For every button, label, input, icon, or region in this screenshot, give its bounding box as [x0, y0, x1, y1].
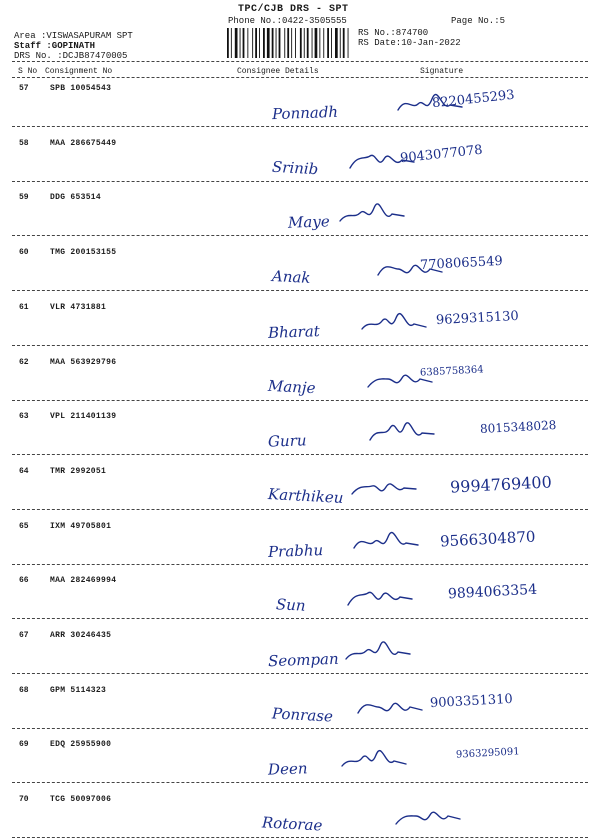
signature-scribble	[360, 307, 430, 341]
handwritten-name: Seompan	[267, 649, 339, 671]
row-sno: 61	[19, 302, 29, 312]
row-sno: 57	[19, 84, 29, 93]
column-consignee: Consignee Details	[237, 67, 319, 76]
row-sno: 62	[19, 357, 29, 367]
handwritten-name: Anak	[271, 267, 311, 288]
row-sno: 70	[19, 795, 29, 805]
handwritten-phone: 9003351310	[429, 691, 514, 711]
signature-scribble	[350, 471, 420, 505]
signature-scribble	[356, 690, 426, 724]
row-divider	[12, 454, 588, 455]
handwritten-phone: 9629315130	[435, 308, 520, 328]
handwritten-phone: 6385758364	[419, 363, 484, 379]
row-divider	[12, 400, 588, 401]
handwritten-name: Prabhu	[267, 540, 324, 561]
row-divider	[12, 618, 588, 619]
phone-number: Phone No.:0422-3505555	[228, 16, 347, 26]
row-consignment: VPL 211401139	[50, 412, 117, 422]
rs-date: RS Date:10-Jan-2022	[358, 38, 461, 48]
signature-scribble	[394, 799, 464, 833]
row-consignment: ARR 30246435	[50, 631, 112, 640]
row-divider	[12, 509, 588, 510]
handwritten-name: Manje	[267, 376, 316, 397]
row-consignment: TMG 200153155	[50, 248, 117, 258]
handwritten-phone: 9994769400	[449, 472, 553, 497]
handwritten-phone: 9894063354	[447, 581, 538, 603]
row-consignment: IXM 49705801	[50, 521, 112, 531]
row-divider	[12, 673, 588, 674]
column-sno: S No	[18, 67, 38, 76]
row-sno: 63	[19, 412, 29, 422]
row-consignment: MAA 563929796	[50, 357, 117, 367]
row-consignment: EDQ 25955900	[50, 740, 112, 750]
row-sno: 64	[19, 466, 29, 476]
signature-scribble	[368, 416, 438, 450]
handwritten-phone: 8015348028	[479, 418, 557, 437]
area-label: Area :VISWASAPURAM SPT	[14, 31, 133, 41]
handwritten-name: Rotorae	[261, 813, 323, 835]
handwritten-name: Bharat	[267, 321, 321, 342]
row-divider	[12, 564, 588, 565]
row-sno: 58	[19, 138, 29, 148]
row-sno: 69	[19, 740, 29, 750]
divider	[12, 77, 588, 78]
drs-number: DRS No. :DCJB87470005	[14, 51, 128, 61]
row-sno: 59	[19, 193, 29, 203]
row-sno: 60	[19, 248, 29, 258]
row-divider	[12, 782, 588, 783]
row-consignment: MAA 286675449	[50, 138, 117, 148]
staff-label: Staff :GOPINATH	[14, 41, 96, 51]
handwritten-name: Guru	[267, 431, 307, 451]
row-divider	[12, 181, 588, 182]
row-sno: 65	[19, 521, 29, 531]
handwritten-name: Maye	[287, 212, 330, 233]
row-sno: 66	[19, 576, 29, 586]
handwritten-name: Sun	[275, 595, 307, 616]
row-consignment: TMR 2992051	[50, 466, 107, 476]
column-consignment: Consignment No	[45, 67, 113, 76]
row-divider	[12, 235, 588, 236]
row-sno: 68	[19, 685, 29, 695]
divider	[12, 61, 588, 62]
handwritten-name: Karthikeu	[267, 484, 344, 507]
handwritten-phone: 9566304870	[439, 527, 536, 551]
rs-number: RS No.:874700	[358, 28, 429, 38]
handwritten-name: Deen	[267, 759, 308, 780]
row-consignment: VLR 4731881	[50, 302, 107, 312]
handwritten-phone: 9043077078	[399, 142, 484, 166]
signature-scribble	[338, 197, 408, 231]
barcode-image	[226, 28, 354, 58]
row-consignment: TCG 50097006	[50, 795, 112, 805]
handwritten-name: Ponrase	[271, 704, 334, 726]
row-consignment: MAA 282469994	[50, 576, 117, 586]
document-title: TPC/CJB DRS - SPT	[238, 4, 349, 15]
signature-scribble	[352, 526, 422, 560]
row-divider	[12, 728, 588, 729]
column-signature: Signature	[420, 67, 464, 76]
handwritten-phone: 7708065549	[419, 253, 504, 274]
row-sno: 67	[19, 631, 29, 640]
row-consignment: DDG 653514	[50, 193, 102, 203]
handwritten-name: Ponnadh	[271, 102, 339, 124]
row-divider	[12, 126, 588, 127]
row-consignment: SPB 10054543	[50, 84, 112, 93]
row-divider	[12, 345, 588, 346]
row-divider	[12, 290, 588, 291]
handwritten-phone: 9363295091	[455, 746, 520, 762]
handwritten-phone: 8220455293	[431, 87, 516, 112]
signature-scribble	[346, 580, 416, 614]
handwritten-name: Srinib	[271, 157, 319, 178]
page-number: Page No.:5	[451, 16, 506, 26]
signature-scribble	[344, 635, 414, 669]
row-consignment: GPM 5114323	[50, 685, 107, 695]
signature-scribble	[340, 744, 410, 778]
